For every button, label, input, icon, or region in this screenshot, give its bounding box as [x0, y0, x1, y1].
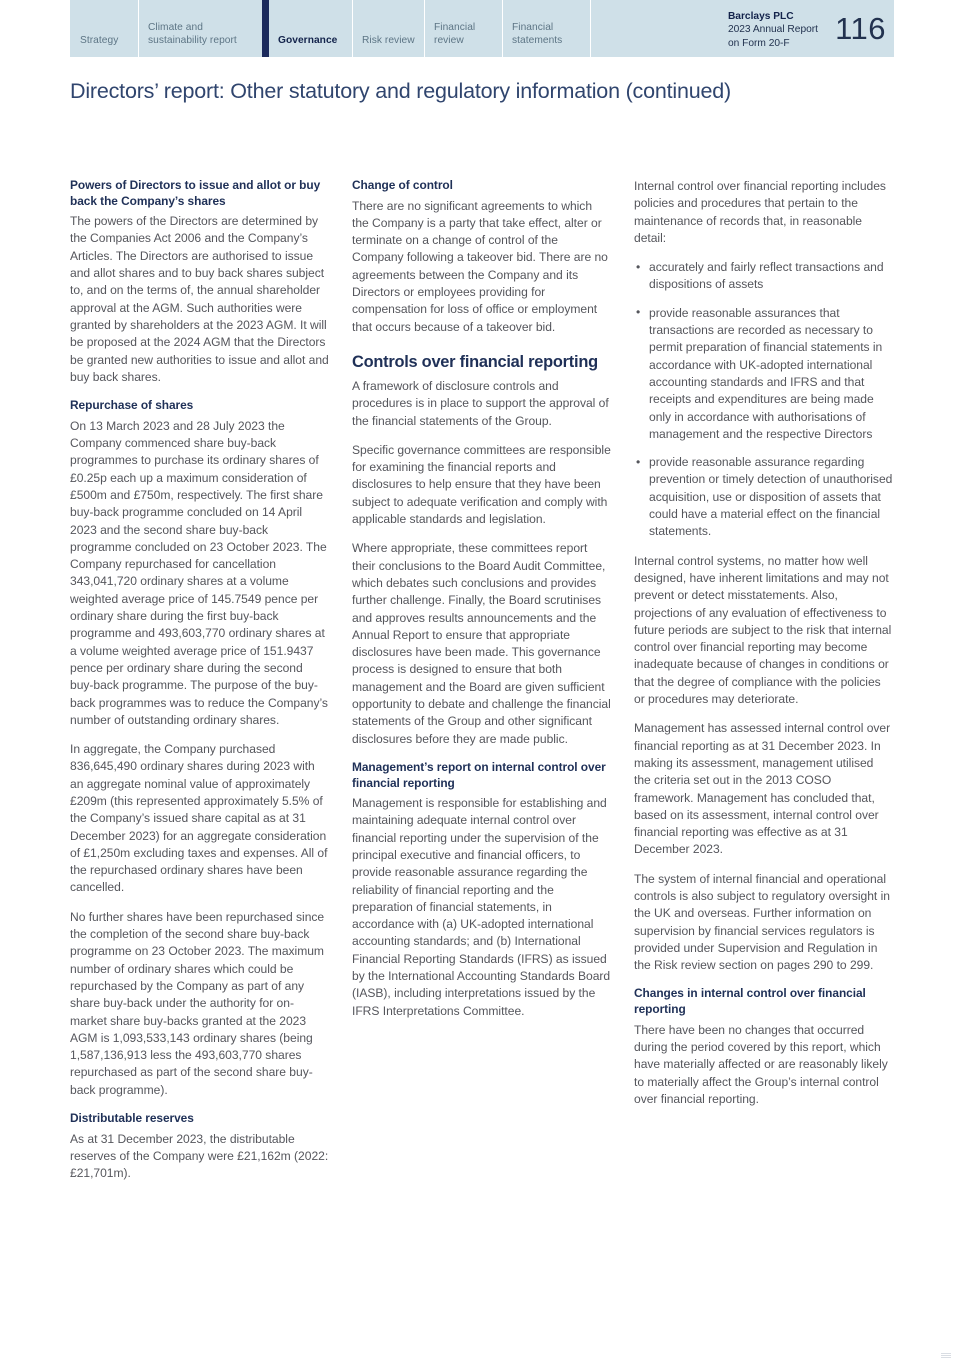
brand-name: Barclays PLC	[727, 11, 794, 22]
report-title-line-1: 2023 Annual Report	[727, 24, 818, 36]
list-item: • accurately and fairly reflect transactions and dispositions of assets	[634, 259, 893, 294]
paragraph-management-assessment: Management has assessed internal control over financial reporting as at 31 December 2023. In making its assessment, management utilised the criteria set out in the 2013 COSO framework. Management has concluded that, based on its assessment, internal control over financial reporting was effective as at 31 December 2023.	[634, 721, 891, 857]
nav-tab-label: Governance	[278, 35, 338, 46]
nav-tab-risk-review[interactable]	[352, 0, 424, 57]
paragraph-inherent-limitations: Internal control systems, no matter how well designed, have inherent limitations and may not prevent or detect misstatements. Also, projections of any evaluation of effectiveness to future periods are subject to the risk that internal control over financial reporting may become inadequate because of changes in conditions or that the degree of compliance with the policies or procedures may deteriorate.	[634, 553, 892, 707]
paragraph-governance-committees: Specific governance committees are responsible for examining the financial reports and disclosures to help ensure that they have been subject to adequate verification and comply with applicable standards and legislation.	[352, 442, 611, 527]
heading-change-of-control: Change of control	[352, 178, 453, 192]
paragraph-repurchase-detail: On 13 March 2023 and 28 July 2023 the Company commenced share buy-back programmes to purchase its ordinary shares of £0.25p each up a maximum consideration of £500m and £750m, respectively. The first share buy-back programme concluded on 14 April 2023 and the second share buy-back programme concluded on 23 October 2023. The Company repurchased for cancellation 343,041,720 ordinary shares at a volume weighted average price of 145.7549 pence per ordinary share during the first buy-back programme and 493,603,770 ordinary shares at a volume weighted average price of 151.9437 pence per ordinary share during the second buy-back programme. The purpose of the buy-back programmes was to reduce the Company’s number of outstanding ordinary shares.	[70, 418, 328, 727]
section-navigation-band	[70, 0, 894, 57]
heading-repurchase-of-shares: Repurchase of shares	[70, 398, 194, 413]
nav-tab-climate-and-sustainability-report[interactable]	[138, 0, 262, 57]
column-one	[70, 178, 329, 1195]
nav-tab-label: Strategy	[80, 35, 119, 46]
list-item: • provide reasonable assurance regarding prevention or timely detection of unauthorised acquisition, use or disposition of assets that could have a material effect on the financial statements.	[634, 454, 893, 540]
paragraph-powers-of-directors: The powers of the Directors are determined by the Companies Act 2006 and the Company’s Articles. The Directors are authorised to issue and allot shares and to buy back shares subject to, and on the terms of, the annual shareholder approval at the AGM. Such authorities were granted by shareholders at the 2023 AGM. It will be proposed at the 2024 AGM that the Directors be granted new authorities to issue and allot and buy back shares.	[70, 214, 329, 384]
column-two	[352, 178, 611, 1195]
report-identification	[728, 10, 818, 50]
section-heading-controls-over-financial-reporting: Controls over financial reporting	[352, 352, 598, 371]
nav-tab-label: Risk review	[362, 35, 415, 46]
nav-tab-governance[interactable]	[262, 0, 352, 57]
paragraph-aggregate-purchase: In aggregate, the Company purchased 836,645,490 ordinary shares during 2023 with an aggregate nominal value of approximately £209m (this represented approximately 5.5% of the Company’s issued share capital as at 31 December 2023) for an aggregate consideration of £1,250m excluding taxes and expenses. All of the repurchased ordinary shares have been cancelled.	[70, 742, 328, 895]
heading-managements-report-internal-control: Management’s report on internal control over financial reporting	[352, 759, 606, 790]
nav-tab-strategy[interactable]	[70, 0, 138, 57]
paragraph-distributable-reserves: As at 31 December 2023, the distributable reserves of the Company were £21,162m (2022: £21,701m).	[70, 1131, 329, 1181]
column-three	[634, 178, 893, 1195]
paragraph-board-audit-committee: Where appropriate, these committees report their conclusions to the Board Audit Committee, which debates such conclusions and provides further challenge. Finally, the Board scrutinises and approves results announcements and the Annual Report to ensure that appropriate disclosures have been made. This governance process is designed to ensure that both management and the Board are given sufficient opportunity to debate and challenge the financial statements of the Group and other significant disclosures before they are made public.	[352, 541, 611, 746]
nav-tab-label: Financial statements	[512, 22, 563, 46]
nav-tab-financial-statements[interactable]	[502, 0, 590, 57]
nav-tab-financial-review[interactable]	[424, 0, 502, 57]
nav-tab-label: Climate and sustainability report	[148, 22, 237, 46]
page-title: Directors’ report: Other statutory and regulatory information (continued)	[70, 79, 731, 104]
heading-changes-in-internal-control: Changes in internal control over financial reporting	[634, 986, 866, 1017]
heading-distributable-reserves: Distributable reserves	[70, 1111, 194, 1126]
paragraph-internal-control-includes: Internal control over financial reporting includes policies and procedures that pertain to the maintenance of records that, in reasonable detail:	[634, 179, 886, 245]
report-title-line-2: on Form 20-F	[727, 37, 790, 49]
paragraph-regulatory-oversight: The system of internal financial and operational controls is also subject to regulatory oversight in the UK and overseas. Further information on supervision by financial services regulators is provided under Supervision and Regulation in the Risk review section on pages 290 to 299.	[634, 871, 890, 973]
page-number: 116	[835, 11, 886, 46]
article-columns	[70, 178, 894, 1195]
paragraph-disclosure-framework: A framework of disclosure controls and procedures is in place to support the approval of the financial statements of the Group.	[352, 378, 609, 428]
internal-control-criteria-list	[634, 259, 893, 540]
paragraph-no-changes: There have been no changes that occurred during the period covered by this report, which have materially affected or are reasonably likely to materially affect the Group’s internal control over financial reporting.	[634, 1022, 888, 1106]
paragraph-change-of-control: There are no significant agreements to which the Company is a party that take effect, alter or terminate on a change of control of the Company following a takeover bid. There are no agreements between the Company and its Directors or employees providing for compensation for loss of office or employment that occurs because of a takeover bid.	[352, 198, 608, 334]
paragraph-management-responsibility: Management is responsible for establishing and maintaining adequate internal control over financial reporting under the supervision of the principal executive and financial officers, to provide reasonable assurance regarding the reliability of financial reporting and the preparation of financial statements, in accordance with (a) UK-adopted international accounting standards; and (b) International Financial Reporting Standards (IFRS) as issued by the International Accounting Standards Board (IASB), including interpretations issued by the IFRS Interpretations Committee.	[352, 796, 611, 1018]
nav-tab-label: Financial review	[434, 22, 476, 46]
footer-registration-mark	[941, 1353, 951, 1359]
list-item: • provide reasonable assurances that transactions are recorded as necessary to permit preparation of financial statements in accordance with UK-adopted international accounting standards and IFRS and that receipts and expenditures are being made only in accordance with authorisations of management and the respective Directors	[634, 305, 893, 443]
paragraph-no-further-shares: No further shares have been repurchased since the completion of the second share buy-back programme on 23 October 2023. The maximum number of ordinary shares which could be repurchased by the Company as part of any share buy-back under the authority for on-market share buy-backs granted at the 2023 AGM is 1,093,533,143 ordinary shares (being 1,587,136,913 less the 493,603,770 shares repurchased as part of the second share buy-back programme).	[70, 909, 325, 1097]
heading-powers-of-directors: Powers of Directors to issue and allot or buy back the Company’s shares	[70, 178, 321, 208]
